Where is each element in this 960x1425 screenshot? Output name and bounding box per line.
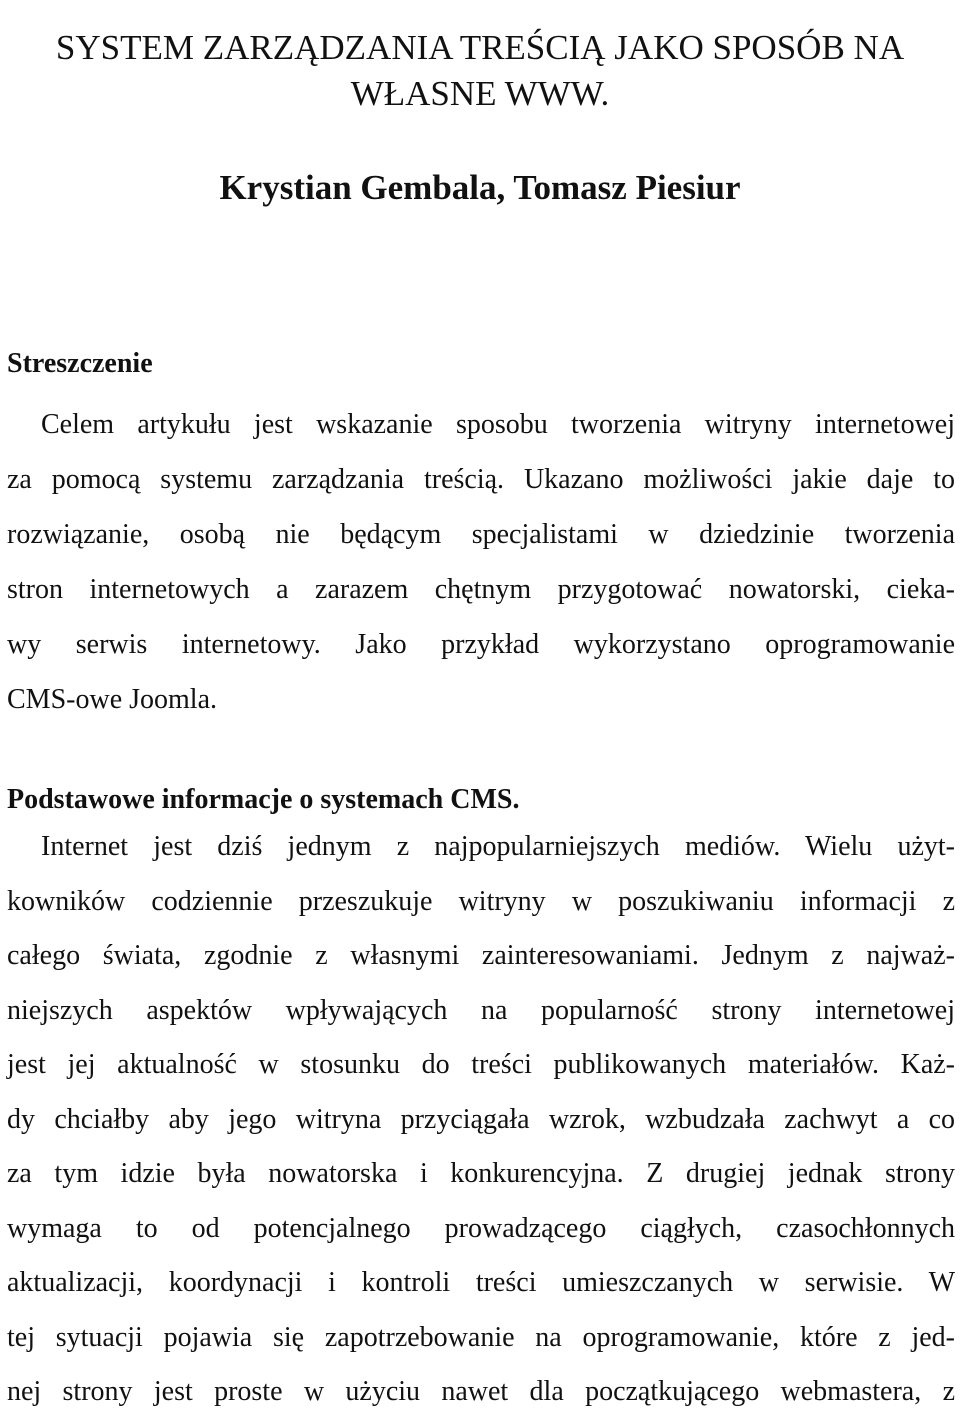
abstract-line: Celem artykułu jest wskazanie sposobu tworzenia witryny internetowej [41, 409, 955, 440]
body-line: niejszych aspektów wpływających na popularność strony internetowej [7, 994, 955, 1026]
abstract-line: wy serwis internetowy. Jako przykład wykorzystano oprogramowanie [7, 629, 955, 660]
body-line: nej strony jest proste w użyciu nawet dla początkującego webmastera, z [7, 1376, 955, 1407]
body-line: kowników codziennie przeszukuje witryny w poszukiwaniu informacji z [7, 885, 955, 917]
section-body [7, 820, 955, 1420]
section-heading: Podstawowe informacje o systemach CMS. [7, 784, 520, 815]
authors: Krystian Gembala, Tomasz Piesiur [219, 168, 741, 207]
abstract-line: CMS-owe Joomla. [7, 684, 217, 715]
abstract-heading: Streszczenie [7, 348, 153, 379]
body-line: aktualizacji, koordynacji i kontroli treści umieszczanych w serwisie. W [7, 1267, 955, 1298]
paper-title [0, 25, 960, 117]
body-line: dy chciałby aby jego witryna przyciągała wzrok, wzbudzała zachwyt a co [7, 1103, 955, 1135]
title-line-1: SYSTEM ZARZĄDZANIA TREŚCIĄ JAKO SPOSÓB NA [55, 28, 905, 68]
title-line-2: WŁASNE WWW. [350, 74, 610, 114]
body-line: za tym idzie była nowatorska i konkurencyjna. Z drugiej jednak strony [7, 1158, 955, 1189]
body-line: całego świata, zgodnie z własnymi zainteresowaniami. Jednym z najważ- [7, 940, 955, 971]
body-line: jest jej aktualność w stosunku do treści publikowanych materiałów. Każ- [7, 1049, 955, 1080]
body-line: Internet jest dziś jednym z najpopularniejszych mediów. Wielu użyt- [41, 831, 955, 862]
abstract-line: rozwiązanie, osobą nie będącym specjalistami w dziedzinie tworzenia [7, 519, 955, 550]
abstract-line: stron internetowych a zarazem chętnym przygotować nowatorski, cieka- [7, 574, 955, 605]
abstract-line: za pomocą systemu zarządzania treścią. Ukazano możliwości jakie daje to [7, 464, 955, 495]
body-line: wymaga to od potencjalnego prowadzącego ciągłych, czasochłonnych [7, 1212, 955, 1244]
abstract-body [7, 397, 955, 727]
body-line: tej sytuacji pojawia się zapotrzebowanie na oprogramowanie, które z jed- [7, 1321, 955, 1353]
